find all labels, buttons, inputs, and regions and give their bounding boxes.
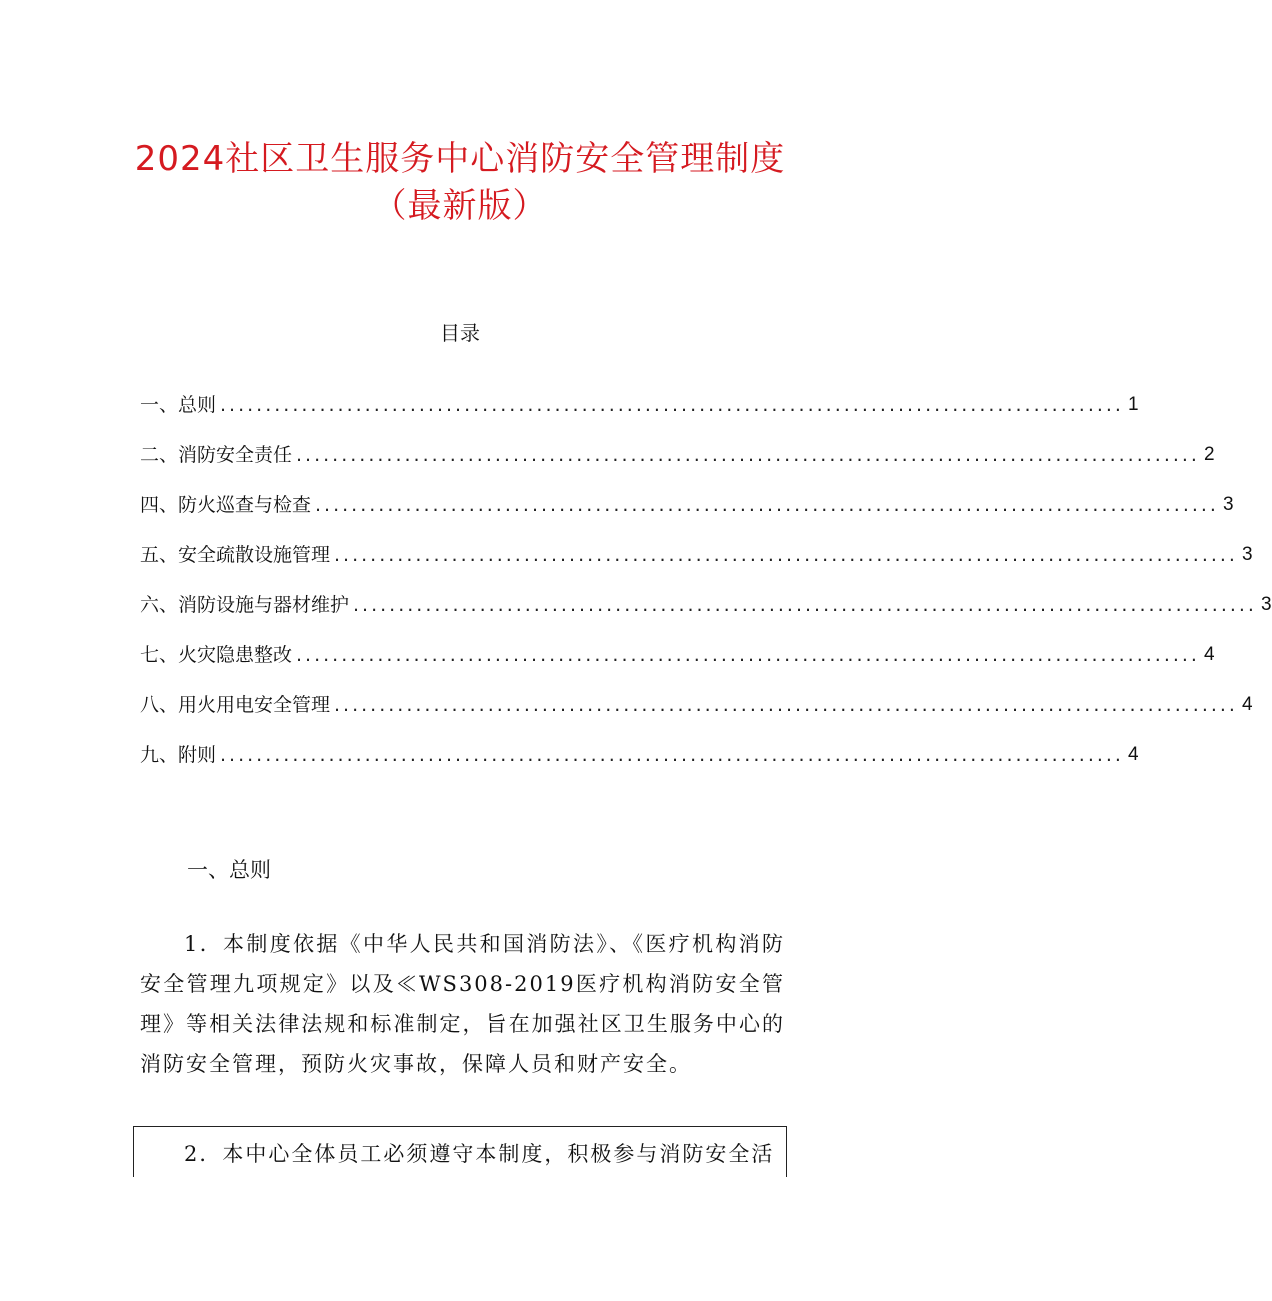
toc-item[interactable] xyxy=(140,618,1215,668)
paragraph: 1．本制度依据《中华人民共和国消防法》、《医疗机构消防安全管理九项规定》以及≪WS308-2019医疗机构消防安全管理》等相关法律法规和标准制定，旨在加强社区卫生服务中心的消防安全管理，预防火灾事故，保障人员和财产安全。 xyxy=(140,932,785,1076)
toc-leader-dots: .................................................................................................... xyxy=(334,694,1238,716)
toc-leader-dots: .................................................................................................... xyxy=(353,594,1257,616)
toc-item[interactable] xyxy=(140,368,1139,418)
toc-item-page: 3 xyxy=(1241,544,1253,565)
toc-item-label: 九、附则 xyxy=(140,744,217,766)
toc-leader-dots: .................................................................................................... xyxy=(220,394,1124,416)
toc-leader-dots: .................................................................................................... xyxy=(220,744,1124,766)
toc-item[interactable] xyxy=(140,568,1272,618)
toc-item-page: 1 xyxy=(1127,394,1139,415)
paragraph: 2．本中心全体员工必须遵守本制度，积极参与消防安全活 xyxy=(184,1142,775,1166)
toc-item-label: 二、消防安全责任 xyxy=(140,444,293,466)
toc-item-page: 3 xyxy=(1222,494,1234,515)
toc-item-label: 七、火灾隐患整改 xyxy=(140,644,293,666)
toc-leader-dots: .................................................................................................... xyxy=(296,644,1200,666)
toc-item-label: 一、总则 xyxy=(140,394,217,416)
toc-item-page: 3 xyxy=(1260,594,1272,615)
toc-item-page: 4 xyxy=(1241,694,1253,715)
toc-leader-dots: .................................................................................................... xyxy=(296,444,1200,466)
document-title: 2024社区卫生服务中心消防安全管理制度 xyxy=(134,139,786,179)
toc-item-label: 四、防火巡查与检查 xyxy=(140,494,312,516)
toc-item[interactable] xyxy=(140,518,1253,568)
toc-item[interactable] xyxy=(140,468,1234,518)
document-subtitle: （最新版） xyxy=(372,186,548,226)
toc-item[interactable] xyxy=(140,668,1253,718)
toc-item[interactable] xyxy=(140,418,1215,468)
toc-heading: 目录 xyxy=(440,321,480,345)
toc-item-page: 4 xyxy=(1203,644,1215,665)
toc-item-label: 八、用火用电安全管理 xyxy=(140,694,331,716)
toc-leader-dots: .................................................................................................... xyxy=(334,544,1238,566)
section-heading: 一、总则 xyxy=(187,858,271,882)
toc-item-label: 六、消防设施与器材维护 xyxy=(140,594,350,616)
toc-item-page: 4 xyxy=(1127,744,1139,765)
toc-item-page: 2 xyxy=(1203,444,1215,465)
toc-item-label: 五、安全疏散设施管理 xyxy=(140,544,331,566)
toc-item[interactable] xyxy=(140,718,1139,768)
toc-leader-dots: .................................................................................................... xyxy=(315,494,1219,516)
table-of-contents xyxy=(140,368,1272,768)
